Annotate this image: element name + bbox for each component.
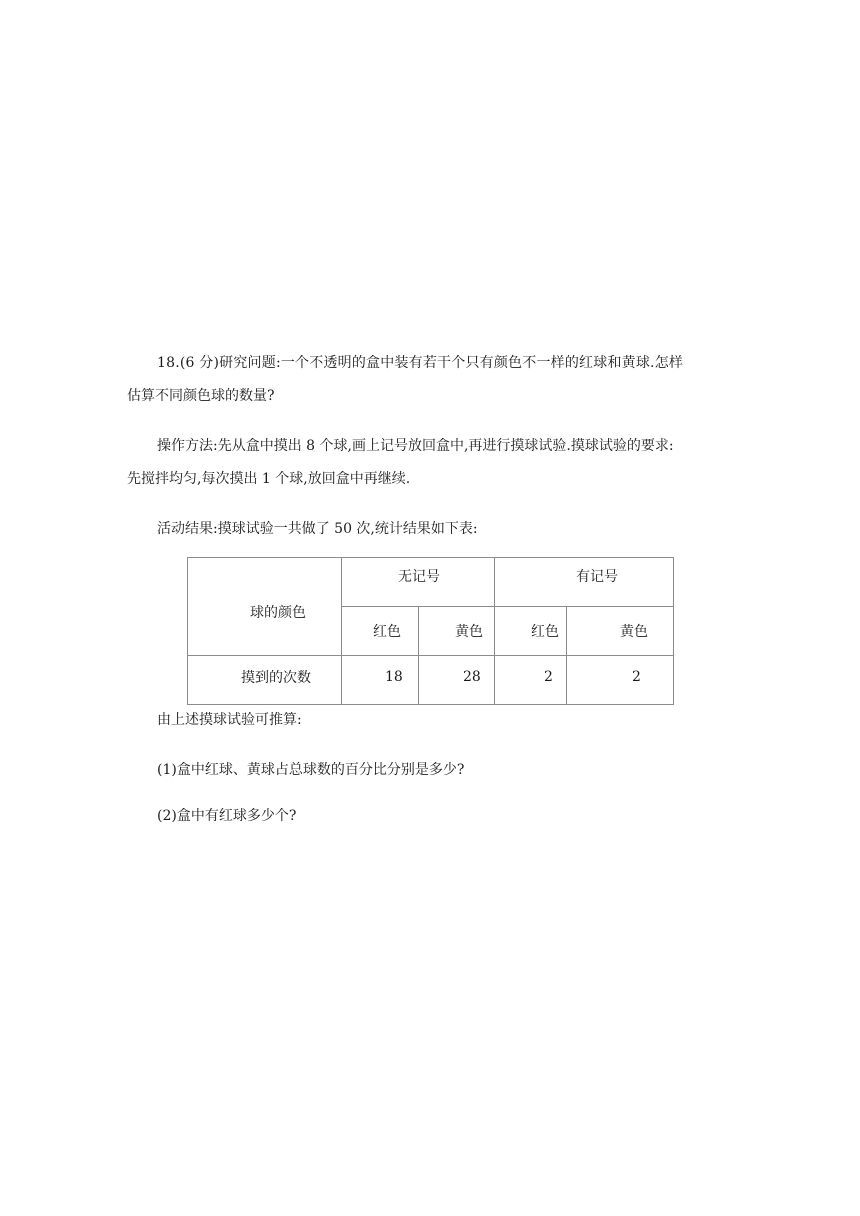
result-line: 活动结果:摸球试验一共做了 50 次,统计结果如下表: (157, 521, 478, 537)
marked-header-cell (495, 558, 674, 607)
marked-yellow-count: 2 (632, 669, 641, 685)
row-header-label: 球的颜色 (250, 604, 306, 621)
problem-stem-line-2: 估算不同颜色球的数量? (127, 388, 275, 404)
results-table (187, 557, 674, 705)
table-cell (495, 656, 567, 705)
marked-yellow-label: 黄色 (620, 624, 648, 640)
marked-red-label: 红色 (531, 624, 559, 640)
marked-red-header (495, 607, 567, 656)
marked-red-count: 2 (544, 669, 553, 685)
table-cell (567, 656, 674, 705)
unmarked-header-cell (342, 558, 495, 607)
unmarked-red-label: 红色 (373, 624, 401, 640)
row-header-cell (188, 558, 342, 656)
unmarked-yellow-count: 28 (463, 669, 481, 685)
count-label-cell (188, 656, 342, 705)
method-line-2: 先搅拌均匀,每次摸出 1 个球,放回盒中再继续. (127, 471, 411, 487)
problem-stem-line-1: 18.(6 分)研究问题:一个不透明的盒中装有若干个只有颜色不一样的红球和黄球.怎样 (157, 355, 684, 371)
unmarked-yellow-label: 黄色 (455, 624, 483, 640)
unmarked-red-count: 18 (385, 669, 403, 685)
unmarked-red-header (342, 607, 419, 656)
unmarked-header-label: 无记号 (398, 569, 440, 585)
table-cell (419, 656, 495, 705)
method-line-1: 操作方法:先从盒中摸出 8 个球,画上记号放回盒中,再进行摸球试验.摸球试验的要求: (157, 438, 674, 454)
question-2: (2)盒中有红球多少个? (157, 808, 297, 824)
marked-yellow-header (567, 607, 674, 656)
unmarked-yellow-header (419, 607, 495, 656)
marked-header-label: 有记号 (576, 569, 618, 585)
question-1: (1)盒中红球、黄球占总球数的百分比分别是多少? (157, 762, 465, 778)
table-cell (342, 656, 419, 705)
count-label: 摸到的次数 (241, 670, 311, 686)
inference-line: 由上述摸球试验可推算: (157, 712, 302, 728)
